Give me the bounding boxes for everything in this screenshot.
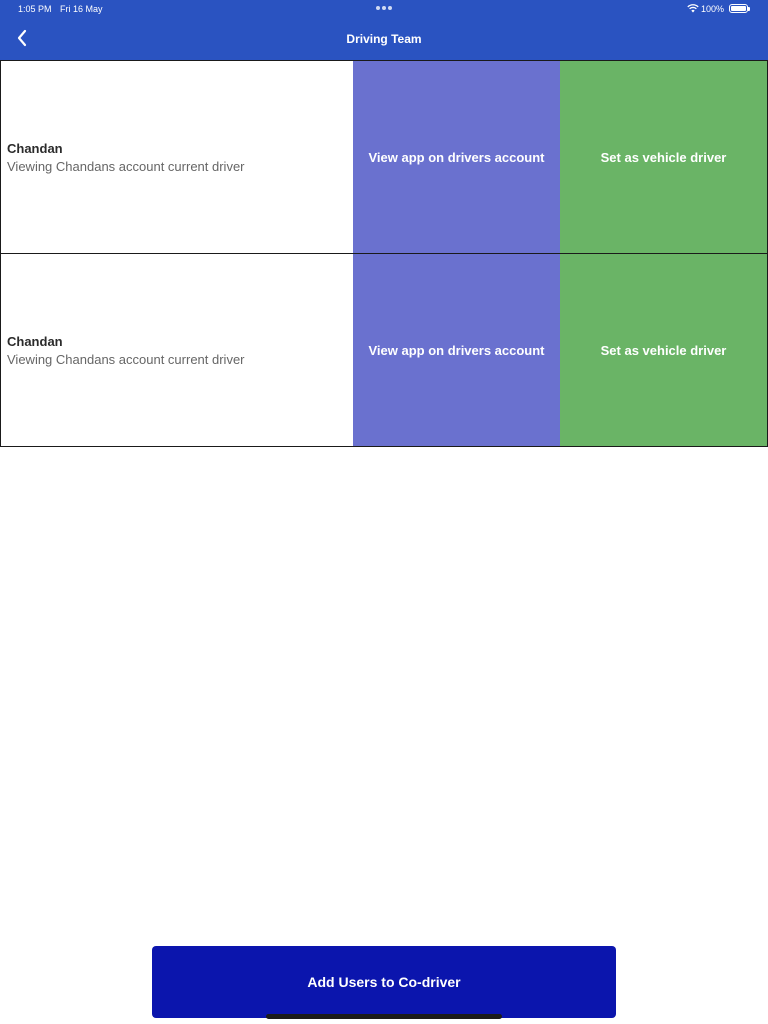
nav-bar (0, 18, 768, 60)
driver-info (1, 254, 353, 446)
top-bar (0, 0, 768, 60)
driver-subtitle: Viewing Chandans account current driver (7, 158, 245, 174)
driver-name: Chandan (7, 140, 63, 156)
battery-icon (729, 4, 748, 13)
driver-row (0, 253, 768, 447)
driver-name: Chandan (7, 333, 63, 349)
view-app-on-drivers-account-button[interactable]: View app on drivers account (353, 254, 560, 446)
set-as-vehicle-driver-button[interactable]: Set as vehicle driver (560, 61, 767, 253)
wifi-icon (687, 3, 699, 13)
page-title: Driving Team (346, 32, 422, 46)
view-app-on-drivers-account-button[interactable]: View app on drivers account (353, 61, 560, 253)
add-users-to-co-driver-button[interactable]: Add Users to Co-driver (152, 946, 616, 1018)
set-as-vehicle-driver-button[interactable]: Set as vehicle driver (560, 254, 767, 446)
driver-row (0, 60, 768, 254)
driver-info (1, 61, 353, 253)
battery-percent: 100% (701, 4, 725, 14)
status-time: 1:05 PM (18, 4, 52, 14)
multitasking-dots-icon[interactable] (376, 6, 392, 10)
status-date: Fri 16 May (60, 4, 103, 14)
home-indicator[interactable] (266, 1014, 502, 1019)
driver-subtitle: Viewing Chandans account current driver (7, 351, 245, 367)
status-bar (0, 0, 768, 18)
